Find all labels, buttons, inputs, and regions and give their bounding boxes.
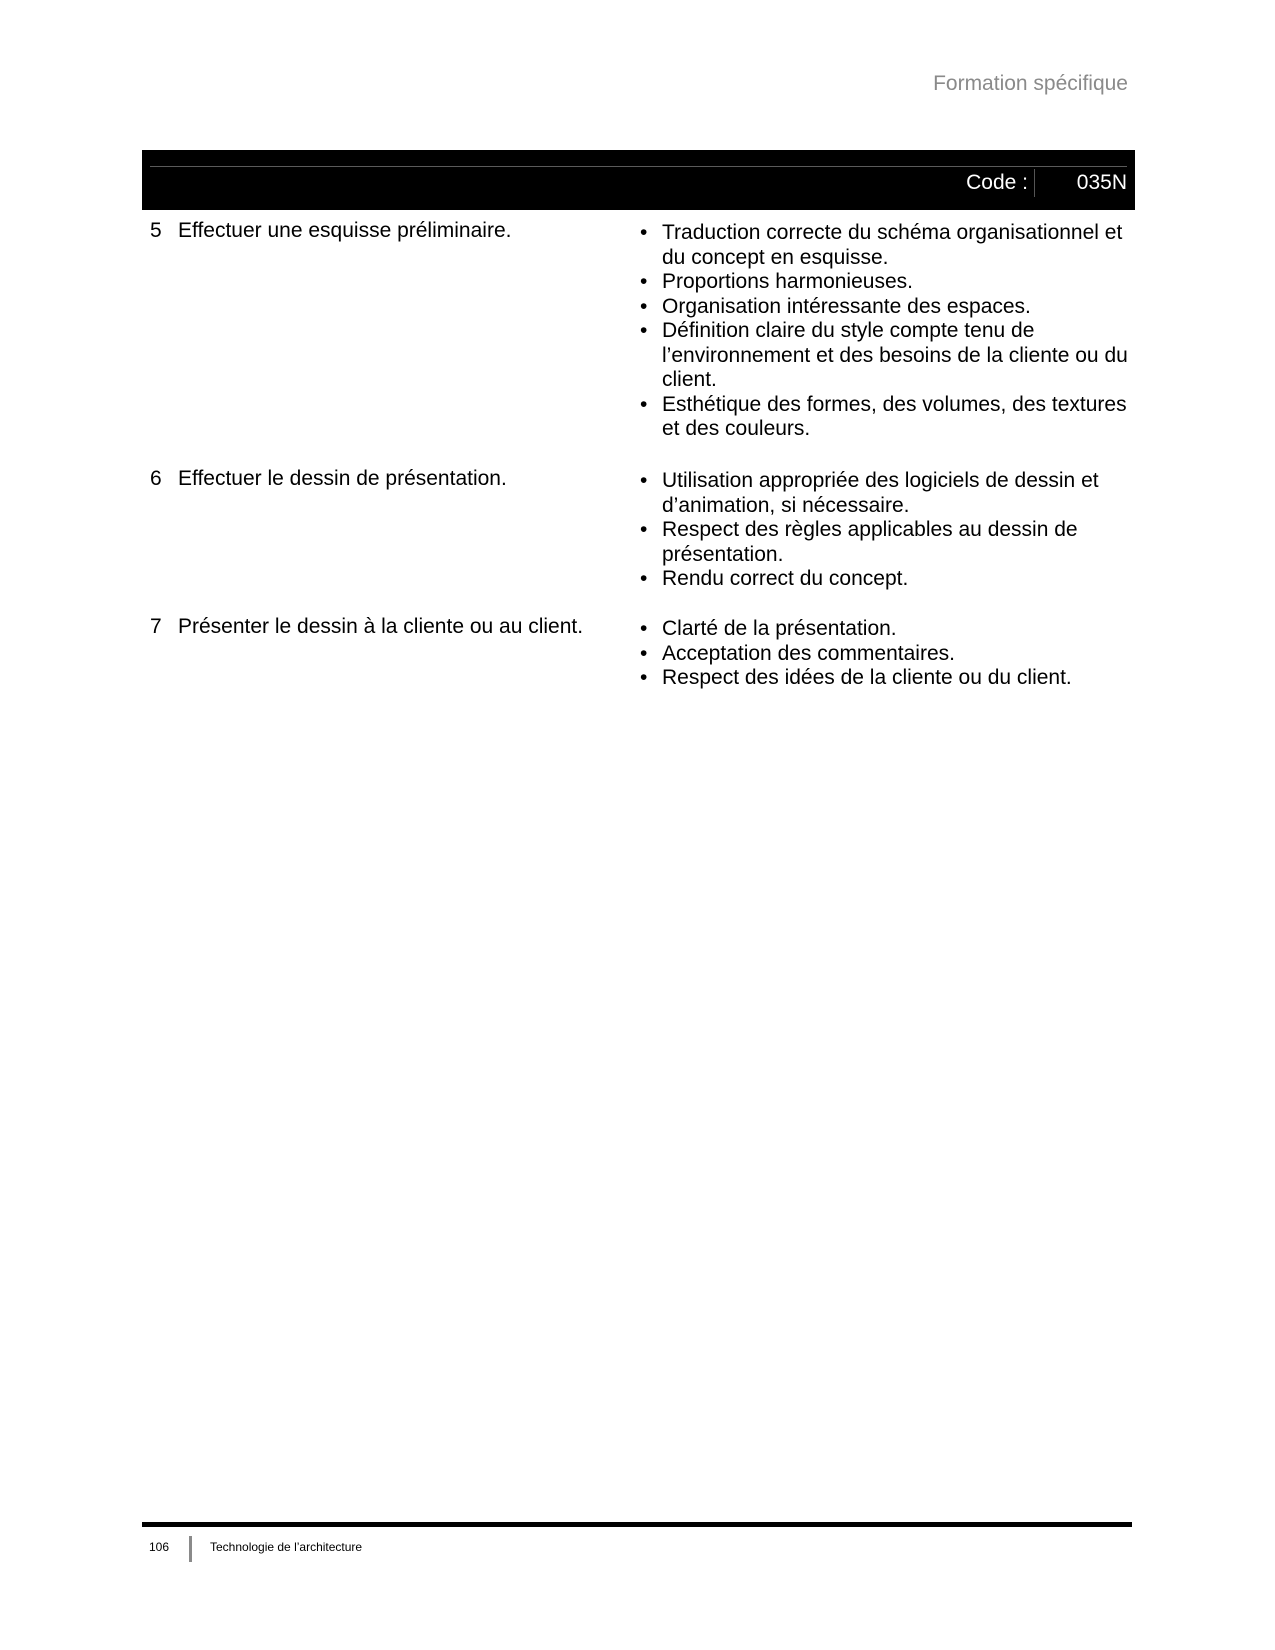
footer-title: Technologie de l’architecture	[210, 1540, 363, 1554]
criterion-item: • Respect des règles applicables au dessin de présentation.	[640, 518, 1078, 566]
bullet-icon: •	[640, 666, 648, 689]
element-number: 6	[150, 467, 162, 490]
criterion-item: • Acceptation des commentaires.	[640, 641, 955, 665]
criterion-item: • Traduction correcte du schéma organisationnel et du concept en esquisse.	[640, 221, 1123, 269]
criteria-list	[638, 617, 1133, 691]
criterion-item: • Rendu correct du concept.	[640, 567, 909, 590]
element-text: Présenter le dessin à la cliente ou au client.	[178, 615, 584, 638]
code-label: Code :	[966, 169, 1035, 197]
bullet-icon: •	[640, 518, 648, 541]
element-number: 7	[150, 615, 162, 638]
criterion-item: • Respect des idées de la cliente ou du client.	[640, 666, 1072, 689]
element-number: 5	[150, 219, 162, 242]
bullet-icon: •	[640, 319, 648, 342]
criterion-item: • Organisation intéressante des espaces.	[640, 294, 1031, 318]
bullet-icon: •	[640, 270, 648, 293]
code-bar-rule	[150, 166, 1127, 167]
criterion-item: • Proportions harmonieuses.	[640, 270, 913, 293]
code-value: 035N	[1076, 171, 1127, 194]
footer-rule	[142, 1522, 1132, 1527]
criterion-item: • Esthétique des formes, des volumes, des textures et des couleurs.	[640, 392, 1127, 440]
bullet-icon: •	[640, 392, 648, 416]
footer-divider	[189, 1536, 192, 1562]
bullet-icon: •	[640, 617, 648, 640]
bullet-icon: •	[640, 641, 648, 665]
running-header: Formation spécifique	[933, 72, 1128, 95]
bullet-icon: •	[640, 469, 648, 492]
element-text: Effectuer le dessin de présentation.	[178, 467, 507, 490]
page-number: 106	[149, 1540, 170, 1554]
element-text: Effectuer une esquisse préliminaire.	[178, 219, 512, 242]
criterion-item: • Définition claire du style compte tenu de l’environnement et des besoins de la cliente ou du client.	[640, 319, 1128, 391]
bullet-icon: •	[640, 294, 648, 318]
criteria-list	[638, 469, 1133, 592]
criterion-item: • Clarté de la présentation.	[640, 617, 897, 640]
criterion-item: • Utilisation appropriée des logiciels de dessin et d’animation, si nécessaire.	[640, 469, 1099, 517]
bullet-icon: •	[640, 567, 648, 590]
criteria-list	[638, 221, 1133, 442]
bullet-icon: •	[640, 221, 648, 244]
code-bar	[142, 150, 1135, 210]
